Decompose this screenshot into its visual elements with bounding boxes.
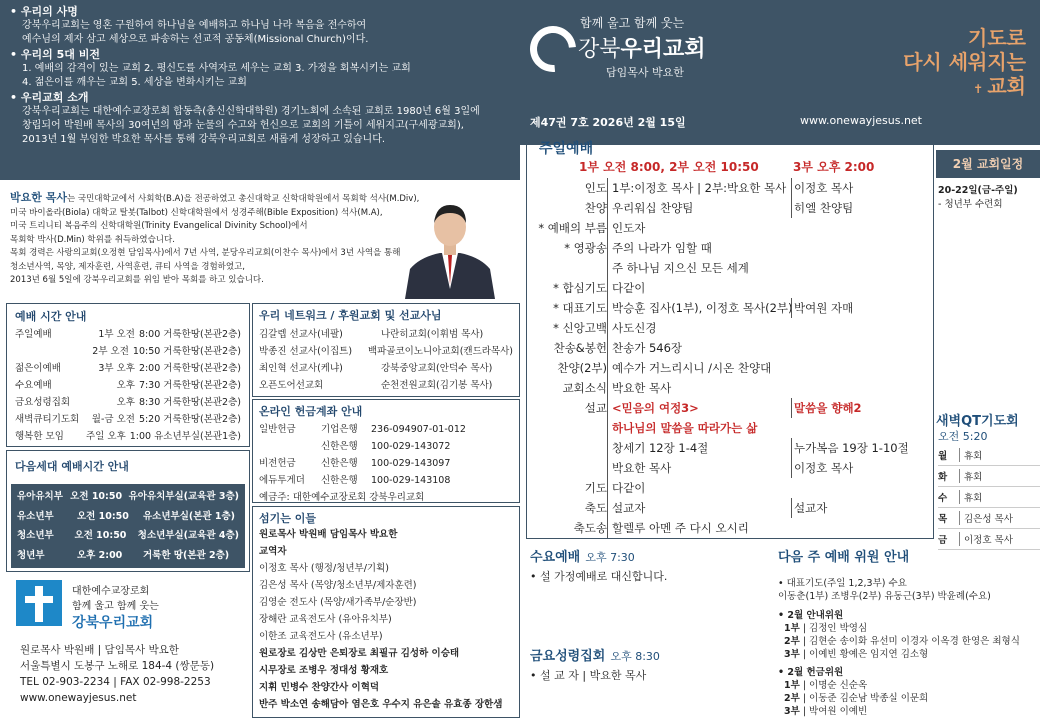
worship-time-row — [15, 377, 241, 394]
network-row — [259, 360, 513, 377]
order-item-12: 주 하나님 지으신 모든 세계 — [607, 258, 749, 278]
intro-heading: • 우리교회 소개 — [10, 91, 89, 104]
order-row — [527, 478, 935, 498]
dawn-row — [938, 465, 1040, 487]
order-item-3: 이정호 목사 — [791, 458, 853, 478]
order-label: * 합심기도 — [553, 281, 607, 295]
dept-name: 유소년부 — [17, 510, 54, 522]
order-item-12: 찬송가 546장 — [607, 338, 682, 358]
church-name: 강북우리교회 — [578, 37, 706, 62]
service-part: 오후 — [116, 380, 135, 391]
dawn-leader: 김은성 목사 — [964, 513, 1013, 525]
schedule-date: 20-22일(금-주일) — [938, 185, 1018, 196]
order-item-12: 다같이 — [607, 278, 645, 298]
worship-time-row — [15, 360, 241, 377]
friday-title: 금요성령집회 — [530, 649, 606, 664]
worship-time-row — [15, 428, 241, 445]
intro-text-2: 창립되어 박원배 목사의 30여년의 땀과 눈물의 수고와 헌신으로 교회의 기틀이 세워지고(구세광교회), — [22, 120, 464, 131]
dawn-day: 수 — [938, 490, 960, 504]
order-item-12: 박요한 목사 — [607, 378, 671, 398]
order-item-12: 할렐루 아멘 주 다시 오시리 — [607, 518, 749, 538]
guide-row — [778, 635, 1036, 648]
prayer-title: • 대표기도(주일 1,2,3부) 수요 — [778, 578, 907, 589]
bio-line: 미국 트리니티 복음주의 신학대학원(Trinity Evangelical Divinity School)에서 — [10, 221, 308, 231]
bank-name: 신한은행 — [321, 458, 358, 469]
friday-preacher: • 설 교 자 | 박요한 목사 — [530, 669, 647, 682]
card-address: 서울특별시 도봉구 노해로 184-4 (쌍문동) — [20, 660, 215, 672]
service-part: 1부 오전 — [98, 329, 135, 340]
mission-text-2: 예수님의 제자 삼고 세상으로 파송하는 선교적 공동체(Missional Church)이다. — [22, 34, 369, 45]
order-item-3: 말씀을 향해2 — [791, 398, 862, 418]
vision-text-1: 1. 예배의 감격이 있는 교회 2. 평신도를 사역자로 세우는 교회 3. 가정을 회복시키는 교회 — [22, 63, 411, 74]
account-number: 100-029-143108 — [371, 475, 451, 486]
friday-time: 오후 8:30 — [610, 650, 660, 663]
servant-row: 지휘 민병수 찬양간사 이혁덕 — [259, 682, 380, 693]
dawn-leader: 휴회 — [964, 492, 983, 504]
service-name: 새벽큐티기도회 — [15, 414, 80, 425]
service-time: 1:00 유소년부실(본관1층) — [129, 431, 241, 442]
cross-logo-icon — [16, 580, 62, 626]
bio-line: 목회학 박사(D.Min) 학위를 취득하였습니다. — [10, 234, 175, 245]
next-week-title: 다음 주 예배 위원 안내 — [778, 550, 910, 565]
account-label — [259, 438, 321, 455]
dawn-leader: 휴회 — [964, 471, 983, 483]
mission-text-1: 강북우리교회는 영혼 구원하여 하나님을 예배하고 하나님 나라 복음을 전수하여 — [22, 20, 367, 31]
account-row — [259, 421, 513, 438]
part-label: 2부 — [784, 693, 800, 704]
card-church-name: 강북우리교회 — [72, 615, 154, 631]
part-label: 2부 — [784, 636, 800, 647]
order-item-12: 박요한 목사 — [607, 458, 671, 478]
service-name — [15, 343, 80, 360]
order-row — [527, 378, 935, 398]
dept-place: 유소년부실(본관 1층) — [143, 510, 236, 522]
worship-time-row — [15, 411, 241, 428]
missionary: 김갈렙 선교사(네팔) — [259, 329, 343, 340]
account-row — [259, 455, 513, 472]
account-label: 비전헌금 — [259, 458, 296, 469]
service-time: 8:00 거룩한땅(본관2층) — [138, 329, 241, 340]
account-row — [259, 472, 513, 489]
servant-row: 김은성 목사 (목양/청소년부/제자훈련) — [259, 580, 417, 591]
committee-names: | 이예빈 황예은 임지연 김소형 — [799, 649, 929, 660]
dawn-day: 화 — [938, 469, 960, 483]
order-label: 인도 — [584, 181, 607, 195]
pastor-photo — [400, 189, 500, 299]
next-gen-row — [17, 487, 239, 507]
order-item-12: <믿음의 여정3> — [607, 398, 699, 418]
vision-panel — [0, 0, 520, 180]
intro-text-1: 강북우리교회는 대한예수교장로회 합동측(총신신학대학원) 경기노회에 소속된 교회로 1980년 6월 3일에 — [22, 106, 480, 117]
dawn-row — [938, 444, 1040, 466]
pastor-label: 담임목사 박요한 — [606, 66, 684, 79]
order-label: * 신앙고백 — [553, 321, 607, 335]
worship-time-row — [15, 326, 241, 343]
partner-church: 순천전원교회(김기봉 목사) — [381, 380, 493, 391]
dept-name: 유아유치부 — [17, 491, 63, 502]
servant-row: 이정호 목사 (행정/청년부/기획) — [259, 563, 389, 574]
bank-name: 신한은행 — [321, 475, 358, 486]
dept-place: 유아유치부실(교육관 3층) — [128, 491, 239, 502]
order-row — [527, 218, 935, 238]
network-row — [259, 326, 513, 343]
order-item-3: 누가복음 19장 1-10절 — [791, 438, 909, 458]
order-label: 축도 — [584, 501, 607, 515]
order-label: * 예배의 부름 — [538, 221, 607, 235]
order-item-12: 하나님의 말씀을 따라가는 삶 — [607, 418, 757, 438]
servant-row: 이한조 교육전도사 (유소년부) — [259, 631, 383, 642]
order-label: * 영광송 — [564, 241, 607, 255]
order-item-3: 히엘 찬양팀 — [791, 198, 853, 218]
service-part: 2부 오전 — [92, 346, 129, 357]
dawn-leader: 이정호 목사 — [964, 534, 1013, 546]
order-row — [527, 398, 935, 418]
dawn-title: 새벽QT기도회 — [936, 414, 1019, 429]
order-row — [527, 198, 935, 218]
card-pastors: 원로목사 박원배 | 담임목사 박요한 — [20, 644, 179, 656]
order-row — [527, 338, 935, 358]
intro-text-3: 2013년 1월 부임한 박요한 목사를 통해 강북우리교회로 새롭게 성장하고 있습니다. — [22, 134, 386, 145]
sunday-service-order — [526, 135, 934, 539]
servant-row: 시무장로 조병우 정대성 황재호 — [259, 665, 389, 676]
order-label: 찬송&봉헌 — [553, 341, 607, 355]
order-item-12: 예수가 거느리시니 /시온 찬양대 — [607, 358, 771, 378]
offering-committee-row — [778, 705, 1036, 718]
worship-times-box — [6, 303, 250, 447]
offering-committee-title: • 2월 헌금위원 — [778, 667, 844, 678]
order-row — [527, 318, 935, 338]
missionary: 박종진 선교사(이집트) — [259, 346, 353, 357]
committee-names: | 이동준 김순남 박종실 이문희 — [799, 693, 929, 704]
service-name: 주일예배 — [15, 329, 52, 340]
order-item-12: 인도자 — [607, 218, 645, 238]
dept-time: 오전 10:50 — [70, 491, 123, 502]
service-part: 3부 오후 — [98, 363, 135, 374]
network-box — [252, 303, 520, 397]
order-item-12: 창세기 12장 1-4절 — [607, 438, 708, 458]
bio-line: 2013년 6월 5일에 강북우리교회를 위임 받아 목회를 하고 있습니다. — [10, 275, 264, 285]
order-label: * 대표기도 — [553, 301, 607, 315]
partner-church: 강북중앙교회(안덕수 목사) — [381, 363, 493, 374]
dawn-row — [938, 486, 1040, 508]
pastor-name: 박요한 목사 — [10, 191, 67, 204]
network-title: 우리 네트워크 / 후원교회 및 선교사님 — [259, 309, 442, 322]
servant-row: 김영순 전도사 (목양/새가족부/순장반) — [259, 597, 417, 608]
mission-heading: • 우리의 사명 — [10, 5, 78, 18]
service-time: 5:20 거룩한땅(본관2층) — [138, 414, 241, 425]
wednesday-service — [530, 546, 770, 584]
worship-time-row — [15, 394, 241, 411]
order-row — [527, 418, 935, 438]
worship-time-row — [15, 343, 241, 360]
next-gen-table — [11, 484, 245, 568]
part-label: 1부 — [784, 623, 800, 634]
guide-row — [778, 648, 1036, 661]
dept-time: 오후 2:00 — [77, 549, 123, 561]
dawn-row — [938, 507, 1040, 529]
network-row — [259, 343, 513, 360]
card-phone: TEL 02-903-2234 | FAX 02-998-2253 — [20, 676, 211, 688]
order-row — [527, 438, 935, 458]
account-row — [259, 438, 513, 455]
order-label: 설교 — [584, 401, 607, 415]
website-link[interactable]: www.onewayjesus.net — [800, 114, 922, 127]
worship-times-title: 예배 시간 안내 — [15, 310, 87, 323]
order-label: 찬양 — [584, 201, 607, 215]
offering-committee-row — [778, 692, 1036, 705]
network-row — [259, 377, 513, 394]
order-row — [527, 458, 935, 478]
offering-title: 온라인 헌금계좌 안내 — [259, 405, 363, 418]
servant-row: 원로장로 김상만 은퇴장로 최필규 김성하 이승태 — [259, 648, 460, 659]
service-part: 오후 — [116, 397, 135, 408]
order-row — [527, 298, 935, 318]
committee-names: | 박여원 이예빈 — [799, 706, 868, 717]
bio-line: 청소년사역, 목양, 제자훈련, 사역훈련, 큐티 사역을 경험하였고, — [10, 261, 245, 272]
guide-title: • 2월 안내위원 — [778, 610, 844, 621]
next-gen-row — [17, 507, 239, 527]
next-week-committee — [778, 546, 1036, 718]
order-row — [527, 278, 935, 298]
order-row — [527, 238, 935, 258]
dept-time: 오전 10:50 — [74, 530, 127, 541]
missionary: 오픈도어선교회 — [259, 380, 324, 391]
vision-heading: • 우리의 5대 비전 — [10, 48, 100, 61]
next-gen-row — [17, 546, 239, 566]
sunday-head-12: 1부 오전 8:00, 2부 오전 10:50 — [579, 160, 759, 174]
committee-names: | 김정인 박영심 — [799, 623, 868, 634]
schedule-event: - 청년부 수련회 — [938, 199, 1003, 210]
order-item-12: 다같이 — [607, 478, 645, 498]
account-label: 에듀투게더 — [259, 475, 305, 486]
friday-service — [530, 645, 770, 683]
dawn-day: 금 — [938, 532, 960, 546]
service-part: 월-금 오전 — [91, 414, 135, 425]
order-item-12: 박승훈 집사(1부), 이정호 목사(2부) — [607, 298, 793, 318]
next-gen-row — [17, 526, 239, 546]
order-item-12: 설교자 — [607, 498, 645, 518]
service-name: 금요성령집회 — [15, 397, 71, 408]
partner-church: 백파골코이노니아교회(캔드라목사) — [367, 346, 513, 357]
servant-row: 교역자 — [259, 546, 287, 557]
order-item-12: 사도신경 — [607, 318, 656, 338]
bio-line: 목회 경력은 사랑의교회(오정현 담임목사)에서 7년 사역, 분당우리교회(이찬수 목사)에서 3년 사역을 통해 — [10, 248, 401, 258]
order-row — [527, 258, 935, 278]
service-name: 수요예배 — [15, 380, 52, 391]
missionary: 최인혁 선교사(케냐) — [259, 363, 343, 374]
dept-place: 거룩한 땅(본관 2층) — [143, 549, 230, 561]
service-name: 행복한 모임 — [15, 431, 64, 442]
order-item-3: 이정호 목사 — [791, 178, 853, 198]
dept-name: 청년부 — [17, 549, 45, 561]
dawn-day: 월 — [938, 448, 960, 462]
vision-text-2: 4. 젊은이를 깨우는 교회 5. 세상을 변화시키는 교회 — [22, 77, 247, 88]
account-holder: 예금주: 대한예수교장로회 강북우리교회 — [259, 492, 425, 503]
order-label: 기도 — [584, 481, 607, 495]
slogan: 함께 울고 함께 웃는 — [580, 16, 685, 30]
prayer-names: 이동춘(1부) 조병우(2부) 유동근(3부) 박윤례(수요) — [778, 591, 991, 602]
committee-names: | 김현순 송이화 유선미 이경자 이옥경 한영은 최형식 — [799, 636, 1020, 647]
dawn-time: 오전 5:20 — [938, 430, 988, 443]
bulletin-header — [520, 0, 1040, 145]
theme-title: 기도로 다시 세워지는 ✝ 교회 — [903, 26, 1026, 98]
account-number: 100-029-143072 — [371, 441, 451, 452]
denomination: 대한예수교장로회 — [72, 586, 150, 597]
guide-row — [778, 622, 1036, 635]
dawn-leader: 휴회 — [964, 450, 983, 462]
order-label: 찬양(2부) — [557, 361, 607, 375]
order-item-12: 1부:이정호 목사 | 2부:박요한 목사 — [607, 178, 786, 198]
bio-line: 는 국민대학교에서 사회학(B.A)을 전공하였고 총신대학교 신학대학원에서 목회학 석사(M.Div), — [66, 194, 420, 204]
offering-committee-row — [778, 679, 1036, 692]
next-gen-box — [6, 450, 250, 572]
account-number: 100-029-143097 — [371, 458, 451, 469]
bio-line: 미국 바이올라(Biola) 대학교 탈봇(Talbot) 신학대학원에서 성경주해(Bible Exposition) 석사(M.A), — [10, 207, 383, 218]
order-label: 교회소식 — [562, 381, 607, 395]
servant-row: 원로목사 박원배 담임목사 박요한 — [259, 529, 398, 540]
pastor-bio — [0, 185, 520, 300]
dept-name: 청소년부 — [17, 530, 54, 541]
service-part: 주일 오후 — [86, 431, 126, 442]
offering-box — [252, 399, 520, 503]
next-gen-title: 다음세대 예배시간 안내 — [15, 460, 129, 473]
part-label: 1부 — [784, 680, 800, 691]
church-logo-icon — [521, 17, 586, 82]
order-row — [527, 518, 935, 538]
dawn-row — [938, 528, 1040, 550]
account-number: 236-094907-01-012 — [371, 424, 466, 435]
service-name: 젊은이예배 — [15, 363, 61, 374]
order-item-12: 주의 나라가 임할 때 — [607, 238, 712, 258]
service-time: 2:00 거룩한땅(본관2층) — [138, 363, 241, 374]
order-item-12: 우리워십 찬양팀 — [607, 198, 693, 218]
bank-name: 기업은행 — [321, 424, 358, 435]
card-slogan: 함께 울고 함께 웃는 — [72, 601, 159, 612]
partner-church: 나란히교회(이휘범 목사) — [381, 329, 484, 340]
wednesday-title: 수요예배 — [530, 550, 581, 565]
order-row — [527, 178, 935, 198]
order-label: 축도송 — [573, 521, 607, 535]
account-label: 일반헌금 — [259, 424, 296, 435]
dawn-day: 목 — [938, 511, 960, 525]
servant-row: 장해란 교육전도사 (유아유치부) — [259, 614, 392, 625]
service-time: 10:50 거룩한땅(본관2층) — [132, 346, 241, 357]
order-row — [527, 498, 935, 518]
service-time: 7:30 거룩한땅(본관2층) — [138, 380, 241, 391]
dept-time: 오전 10:50 — [77, 510, 129, 522]
wednesday-time: 오후 7:30 — [585, 551, 635, 564]
church-card — [6, 576, 250, 716]
part-label: 3부 — [784, 649, 800, 660]
wednesday-note: • 설 가정예배로 대신합니다. — [530, 570, 668, 583]
order-row — [527, 358, 935, 378]
schedule-title: 2월 교회일정 — [936, 150, 1040, 178]
service-time: 8:30 거룩한땅(본관2층) — [138, 397, 241, 408]
bank-name: 신한은행 — [321, 441, 358, 452]
order-item-3: 박여원 자매 — [791, 298, 853, 318]
sunday-head-3: 3부 오후 2:00 — [793, 160, 875, 174]
committee-names: | 이명순 신순옥 — [799, 680, 868, 691]
part-label: 3부 — [784, 706, 800, 717]
servants-box — [252, 506, 520, 718]
dept-place: 청소년부실(교육관 4층) — [137, 530, 239, 541]
sunday-title: 주일예배 — [539, 141, 594, 157]
servant-row: 반주 박소연 송해담아 염은호 우수지 유은솔 유효종 장한샘 — [259, 699, 503, 710]
issue-info: 제47권 7호 2026년 2월 15일 — [530, 116, 686, 129]
card-website[interactable]: www.onewayjesus.net — [20, 692, 137, 704]
servants-title: 섬기는 이들 — [259, 512, 316, 525]
order-item-3: 설교자 — [791, 498, 827, 518]
